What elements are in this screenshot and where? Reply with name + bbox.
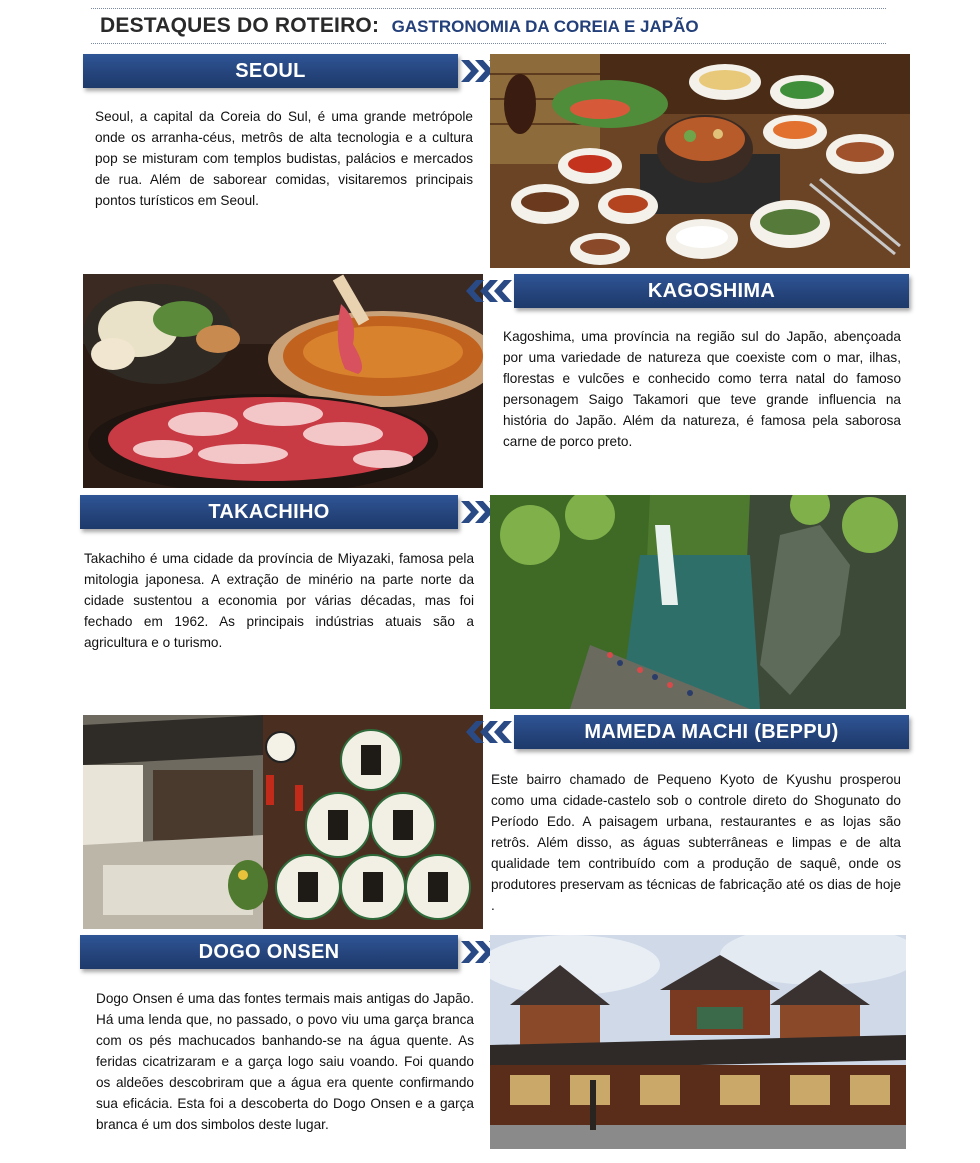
chevron-left-icon — [458, 274, 514, 308]
section-text-kagoshima: Kagoshima, uma província na região sul do Japão, abençoada por uma variedade de natureza que coexiste com o mar, ilhas, florestas e vulcões e conhecido como terra natal do famoso personagem Saigo Takamori que teve grande influencia na história do Japão. Além da natureza, é famosa pela saborosa carne de porco preto. — [503, 329, 901, 449]
banner-seoul — [83, 54, 458, 88]
banner-dogo-onsen — [80, 935, 458, 969]
top-divider — [91, 8, 886, 9]
banner-title: DOGO ONSEN — [198, 940, 340, 963]
banner-title: MAMEDA MACHI (BEPPU) — [584, 720, 839, 743]
page-title: DESTAQUES DO ROTEIRO: — [100, 14, 380, 37]
section-text-seoul: Seoul, a capital da Coreia do Sul, é uma grande metrópole onde os arranha-céus, metrôs de alta tecnologia e a cultura pop se misturam com templos budistas, palácios e mercados de rua. Além de saborear comidas, visitaremos principais pontos turísticos em Seoul. — [95, 109, 473, 208]
section-text-dogo-onsen: Dogo Onsen é uma das fontes termais mais antigas do Japão. Há uma lenda que, no passado, o povo viu uma garça branca com os pés machucados banhando-se na água quente. As feridas cicatrizaram e a garça logo saiu voando. Foi quando os aldeões descobriram que a água era quente confirmando sua eficácia. Esta foi a descoberta do Dogo Onsen e a garça branca é um dos simbolos deste lugar. — [96, 991, 474, 1132]
takachiho-gorge-photo — [490, 495, 906, 709]
sake-barrels-photo — [83, 715, 483, 929]
banner-takachiho — [80, 495, 458, 529]
banner-title: SEOUL — [235, 59, 306, 82]
header-divider — [91, 43, 886, 44]
shabu-shabu-photo — [83, 274, 483, 488]
banner-kagoshima — [514, 274, 909, 308]
chevron-left-icon — [458, 715, 514, 749]
page-subtitle: GASTRONOMIA DA COREIA E JAPÃO — [391, 17, 699, 36]
section-text-mameda-machi: Este bairro chamado de Pequeno Kyoto de Kyushu prosperou como uma cidade-castelo sob o controle direto do Shogunato do Período Edo. A paisagem urbana, restaurantes e as lojas são retrôs. Além disso, as águas subterrâneas e limpas e de alta qualidade tem contribuído com a produção de saquê, onde os produtores preservam as técnicas de fabricação até os dias de hoje . — [491, 772, 901, 913]
banner-title: KAGOSHIMA — [647, 279, 776, 302]
section-text-takachiho: Takachiho é uma cidade da província de Miyazaki, famosa pela mitologia japonesa. A extração de minério na parte norte da cidade sustentou a economia por várias décadas, mas foi fechado em 1962. As principais indústrias atuais são a agricultura e o turismo. — [84, 551, 474, 650]
page-header — [100, 14, 699, 38]
banner-mameda-machi — [514, 715, 909, 749]
banner-title: TAKACHIHO — [208, 500, 330, 523]
dogo-onsen-building-photo — [490, 935, 906, 1149]
korean-food-photo — [490, 54, 910, 268]
